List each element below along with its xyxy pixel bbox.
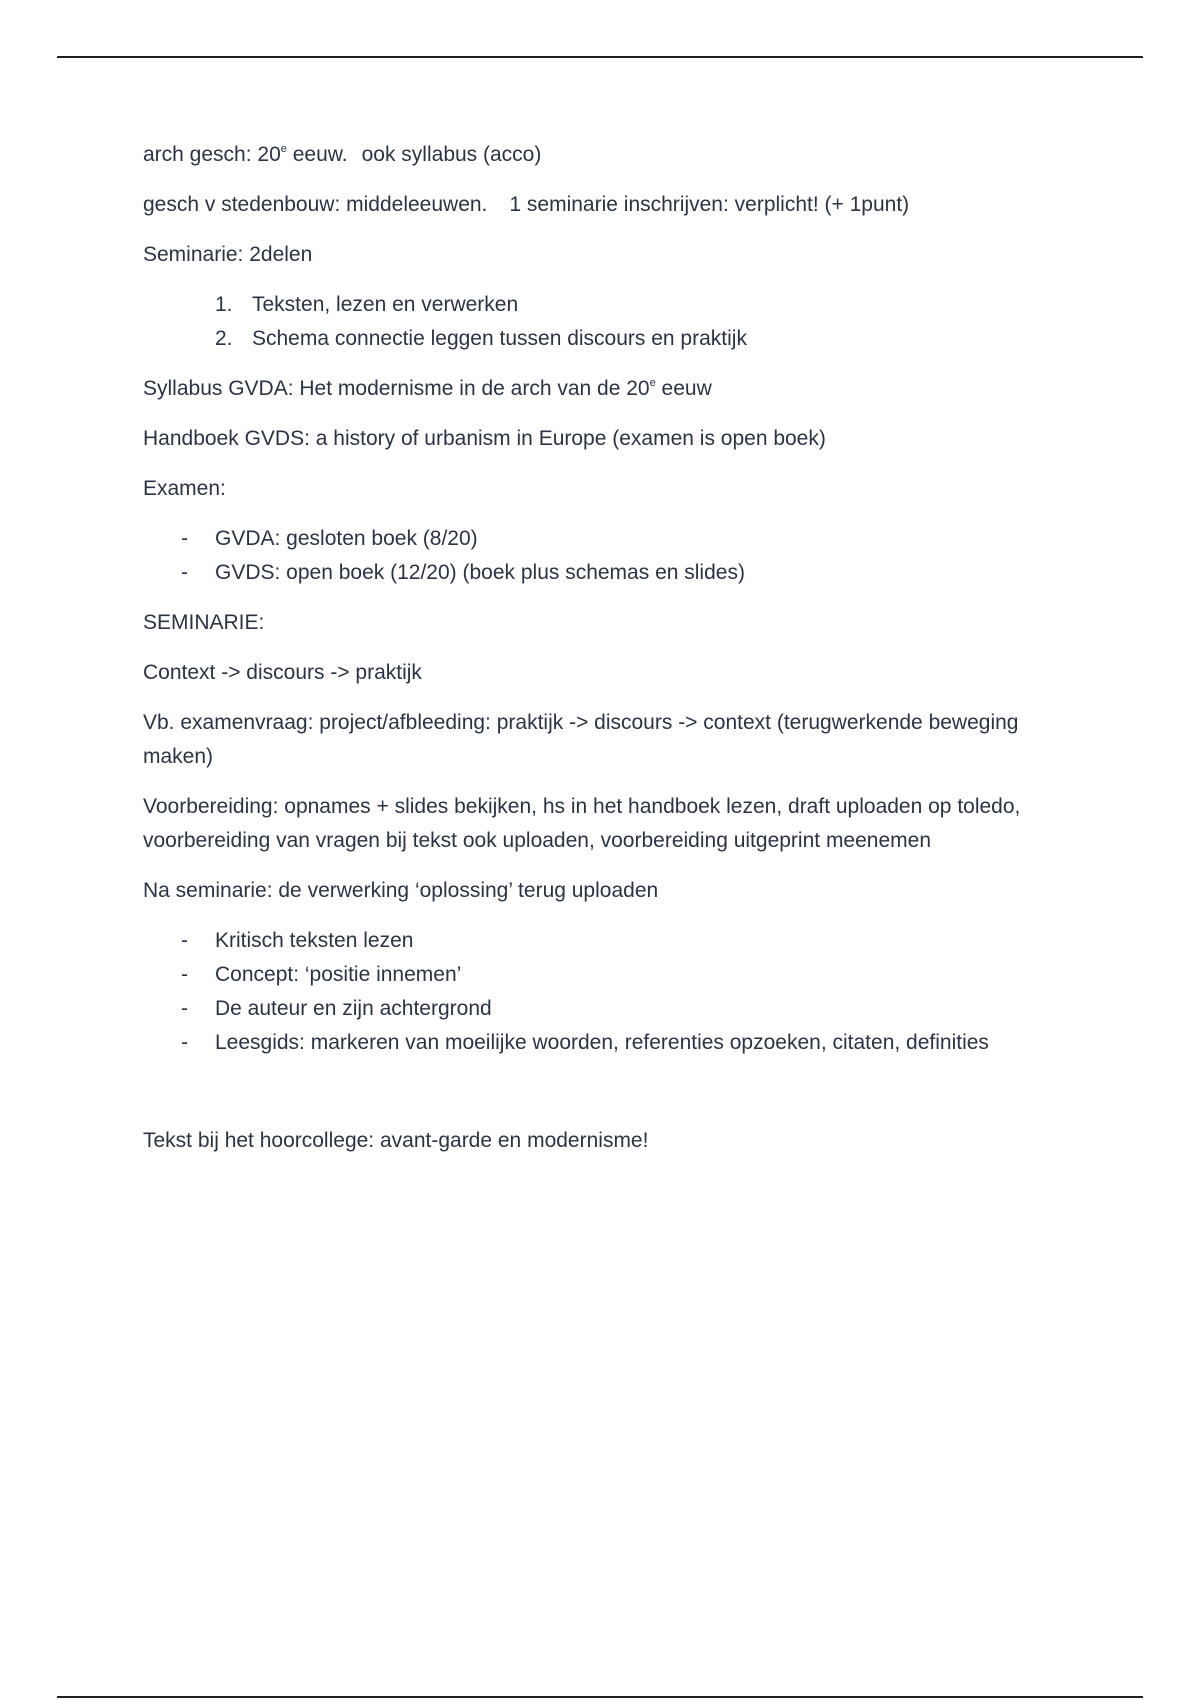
paragraph-syllabus-gvda: Syllabus GVDA: Het modernisme in de arch van de 20e eeuw xyxy=(143,377,712,400)
paragraph-voorbereiding: Voorbereiding: opnames + slides bekijken, hs in het handboek lezen, draft uploaden op toledo, voorbereiding van vragen bij tekst ook uploaden, voorbereiding uitgeprint meenemen xyxy=(143,795,1021,852)
paragraph-tekst-hoorcollege: Tekst bij het hoorcollege: avant-garde en modernisme! xyxy=(143,1129,649,1152)
heading-seminarie: SEMINARIE: xyxy=(143,611,265,634)
list-item: - De auteur en zijn achtergrond xyxy=(181,997,492,1020)
paragraph-examenvraag: Vb. examenvraag: project/afbleeding: praktijk -> discours -> context (terugwerkende beweging maken) xyxy=(143,711,1019,768)
footer-rule xyxy=(57,1696,1143,1698)
paragraph-na-seminarie: Na seminarie: de verwerking ‘oplossing’ terug uploaden xyxy=(143,879,659,902)
list-item: - GVDS: open boek (12/20) (boek plus schemas en slides) xyxy=(181,561,745,584)
paragraph-seminarie: Seminarie: 2delen xyxy=(143,243,313,266)
paragraph-arch-gesch: arch gesch: 20e eeuw. ook syllabus (acco) xyxy=(143,143,542,166)
paragraph-handboek-gvds: Handboek GVDS: a history of urbanism in Europe (examen is open boek) xyxy=(143,427,826,450)
paragraph-context-flow: Context -> discours -> praktijk xyxy=(143,661,422,684)
list-item: - Leesgids: markeren van moeilijke woorden, referenties opzoeken, citaten, definities xyxy=(181,1031,989,1054)
paragraph-gesch-stedenbouw: gesch v stedenbouw: middeleeuwen. 1 seminarie inschrijven: verplicht! (+ 1punt) xyxy=(143,193,910,216)
list-item: 2. Schema connectie leggen tussen discours en praktijk xyxy=(215,327,747,350)
seminar-parts-list xyxy=(143,288,1063,356)
paragraph-examen: Examen: xyxy=(143,477,226,500)
document-body xyxy=(143,138,1063,1174)
list-item: - Concept: ‘positie innemen’ xyxy=(181,963,462,986)
exam-list xyxy=(143,522,1063,590)
list-item: - GVDA: gesloten boek (8/20) xyxy=(181,527,478,550)
after-seminar-list xyxy=(143,924,1063,1060)
header-rule xyxy=(57,56,1143,58)
list-item: - Kritisch teksten lezen xyxy=(181,929,414,952)
list-item: 1. Teksten, lezen en verwerken xyxy=(215,293,519,316)
